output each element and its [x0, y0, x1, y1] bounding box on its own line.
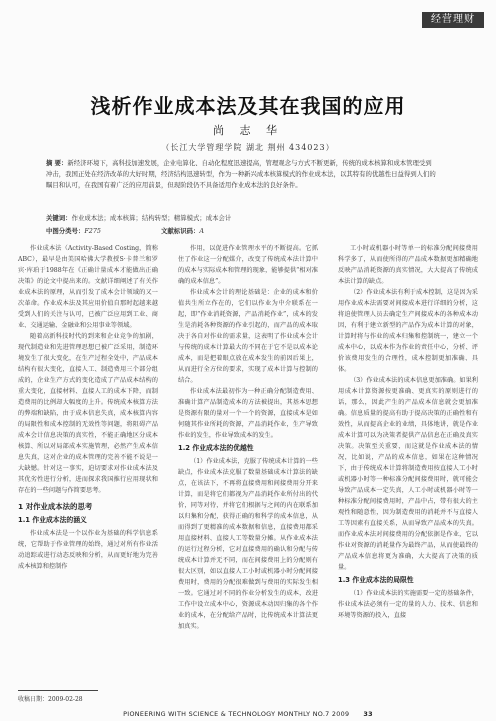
paragraph: 作用，以促进作业管理水平的不断提高。它抓住了作业这一分配媒介，改变了传统成本法计算中的成本与实际成本和管理的现象，能够提供“相对准确的成本信息”。 — [178, 245, 318, 285]
paragraph: 作业成本法是一个以作业为基础的科学信息系统，它帮助于作业管理的始终，通过对所有作业活动追踪或进行动态反映和分析，从而更好地为完善成本核算和控制作 — [18, 530, 158, 570]
paragraph: 随着高新科技时代的到来和企业竞争的加剧，现代制造业和先进管理思想已被广泛采用，制造环境发生了很大变化，在生产过程全处中，产品成本结构有很大变化，直接人工、制造费用三个部分组成的，企业生产方式的变化造成了产品成本结构的重大变化，直接材料、直接人工的成本下降，而制造费用的比例却大幅度的上升。传统成本核算方法的弊端和缺陷，由于成本信息失真，成本核算内容的局限性和成本控制的无效性等问题，将阻碍产品成本会计信息决策的真实性，不能正确地区分成本核算、所以对局部成本实施管理，必然产生成本信息失真，这对企业的成本管理的完善不能不说是一大缺憾。针对这一事实，迫切要求对作业成本法及其优劣性进行分析，进而探求我国推行应用现状和存在的一些问题与作简要思考。 — [18, 333, 158, 494]
doc-code-value: A — [199, 227, 204, 235]
section-badge: 经营理财 — [422, 12, 484, 28]
column-3 — [338, 243, 478, 621]
page-footer — [0, 710, 496, 718]
footnote-divider — [18, 690, 98, 691]
paragraph: （1）作业成本法，克服了传统成本计算的一些缺点，作业成本法克服了数量基础成本计算法的缺点，在该法下，不再将直接费用和间接费用分开来计算，而是将它们都视为产品消耗作业所付出的代价，同等对待，并将它们根据与之间的内在联系加以归集和分配，获得正确的和科学的成本信息，从而得到了更精准的成本数据和信息，直接费用都采用直接材料、直接人工等数量分摊。从作业成本法的运行过程分析，它对直接费用的确认和分配与传统成本计算并无不同，而在间接费用上的分配则有很大区别，如以直接人工小时或机器小时分配间接费用时，费用的分配很难做到与费用的实际发生相一致。它通过对不同的作业分析发生的成本，改进工作中设立成本中心，资源成本动因归集的各个作业的成本，在分配给产品时，比传统成本计算法更加真实。 — [178, 458, 318, 630]
paragraph: 作业成本法（Activity-Based Costing，简称ABC），最早是由美国哈佛大学教授S·卡普兰和罗宾·库珀于1988年在《正确计量成本才能做出正确决策》的论文中提出来的。文献详细阐述了有关作业成本法的原理，从而引发了成本会计领域的又一次革命。作业成本法及其应用价值自那时起越来越受到人们的关注与认可，已被广泛应用到工业、商业、交通运输、金融业和公用事业等领域。 — [18, 245, 158, 329]
journal-name: PIONEERING WITH SCIENCE & TECHNOLOGY MONTHLY NO.7 2009 — [123, 710, 350, 718]
subsection-heading: 1.3 作业成本法的局限性 — [338, 576, 414, 584]
section-heading: 1 对作业成本法的思考 — [18, 502, 93, 511]
column-2 — [178, 243, 318, 632]
clc-code — [46, 227, 101, 235]
keywords — [46, 213, 446, 222]
subsection-heading: 1.2 作业成本法的优越性 — [178, 444, 254, 452]
abstract — [46, 158, 436, 191]
abstract-text: 新经济环境下，高科技加速发展，企业电算化、自动化程度迅速提高，管理观念与方式不断更新，传统的成本核算和成本管理受到冲击，我国正处在经济改革的大好时期，经济结构迅速转型，作为一种新兴成本核算模式的作业成本法，以其特有的优越性日益得到人们的瞩目和认可，在我国有着广泛的应用前景，但现阶段仍不具备适用作业成本法的良好条件。 — [46, 159, 436, 189]
article-affiliation: （长江大学管理学院 湖北 荆州 434023） — [161, 143, 335, 152]
column-1 — [18, 243, 158, 572]
paragraph: （2）作业成本法有利于成本控制，这是因为采用作业成本法需要对间接成本进行详细的分析，这将迫使管理人员去确定生产间接成本的各种成本动因，有利于建立新型的产品作为成本计算的对象，计算时将与作业的成本归集和控制统一，建立一个成本中心，以成本作为作业的责任中心，分析、评价该费用发生的合理性，成本控制更加准确、具体。 — [338, 289, 478, 373]
clc-label: 中图分类号： — [46, 227, 85, 235]
doc-code-label: 文献标识码： — [161, 227, 200, 235]
keywords-label: 关键词： — [46, 214, 72, 222]
abstract-label: 摘 要： — [46, 159, 68, 167]
paragraph: （1）作业成本法的实施需要一定的基础条件，作业成本法必须有一定的量的人力、技术、信息和环境等资源的投入，直接 — [338, 590, 478, 619]
document-code — [161, 227, 204, 235]
article-title: 浅析作业成本法及其在我国的应用 — [90, 94, 406, 118]
paragraph: 作业成本法最初作为一种正确分配制造费用、准确计算产品制造成本的方法被提出，其基本思想是资源有限的量对一个一个的资源，直接成本是如何随其作业所耗的资源，产品消耗作业，生产导致作业的发生，作业导致成本的发生。 — [178, 388, 318, 439]
received-date: 收稿日期：2009-02-28 — [18, 696, 83, 703]
keywords-text: 作业成本法；成本核算；结构转型；精算模式；成本会计 — [71, 214, 232, 222]
paragraph: 工小时或机器小时等单一的标准分配间接费用科学多了，从而使所得的产品成本数据更加精确地反映产品消耗资源的真实情况，大大提高了传统成本法计算的缺点。 — [338, 245, 478, 285]
paragraph: （3）作业成本法的成本信息更加准确。如果利用成本计算资源按更准确、更真实的原则进行的话，那么，因此产生的产品成本信息就会更加准确。信息质量的提高有助于提高决策的正确性和有效性，从而提高企业的业绩，具体地讲，就是作业成本计算可以为决策者提供产品信息在正确及真实决策。决策至关重要，而这就是作业成本法的情况，比如说，产品的成本信息，如果在这种情况下，由于传统成本计算将制造费用按直接人工小时或机器小时等一种标准分配间接费用时，就可能会导致产品成本一定失真，人工小时或机器小时等一种标准分配间接费用时，产品中占，带有很大的主观性和随意性，因为制造费用的消耗并不与直接人工等因素有直接关系，从而导致产品成本的失真。而作业成本法对间接费用的分配依据是作业，它以作业对资源的消耗量作为最终产品，从而使最终的产品成本信息将更为准确，大大提高了决策的质量。 — [338, 377, 478, 571]
page-number: 33 — [363, 710, 373, 718]
article-author: 尚 志 华 — [213, 124, 283, 137]
classification-line — [46, 226, 446, 235]
subsection-heading: 1.1 作业成本法的涵义 — [18, 516, 87, 524]
clc-value: F275 — [84, 227, 101, 235]
paragraph: 作业成本会计的理论基础是：企业的成本和价值共生所立作在的，它们以作业为中介联系在一起，即“作业消耗资源，产品消耗作业”，成本的发生是消耗各种资源的作业引起的，而产品的成本取决于各自对作业的需求量，这表明了作业成本会计与传统的成本计算最大的不同在于它不是以成本论成本，而是把着眼点放在成本发生的前因后果上，从而进行全方位的要求，实现了成本计算与控制的结合。 — [178, 289, 318, 384]
